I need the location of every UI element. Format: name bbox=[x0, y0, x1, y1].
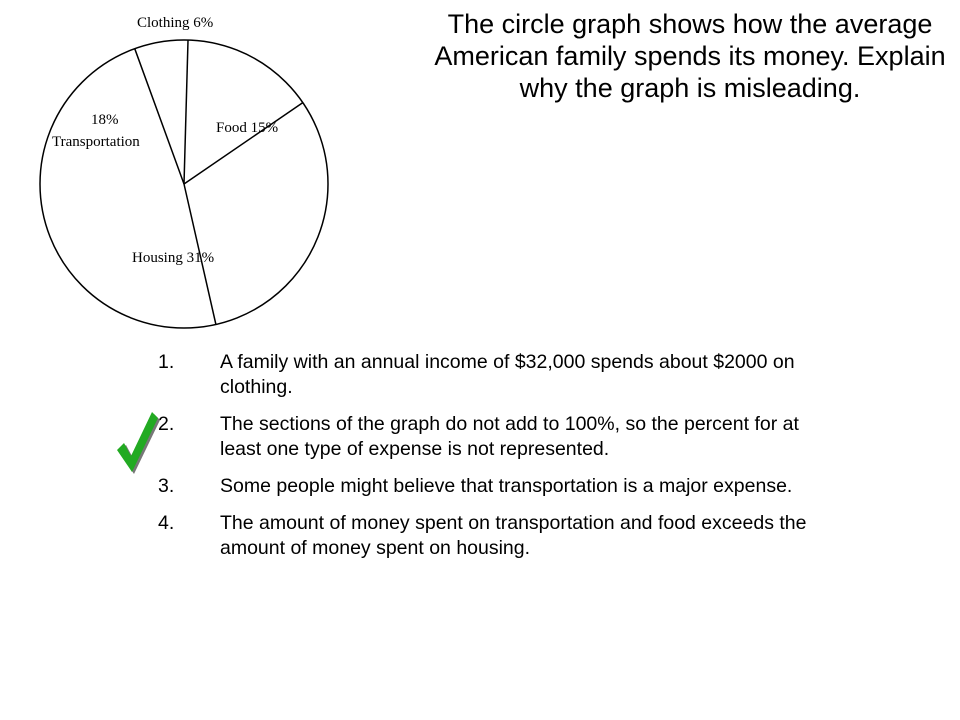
answer-option-3[interactable] bbox=[158, 474, 960, 499]
slice-label-transportation-name: Transportation bbox=[52, 134, 140, 150]
answer-line: amount of money spent on housing. bbox=[220, 537, 531, 559]
answer-option-2[interactable] bbox=[158, 412, 960, 462]
answer-line: clothing. bbox=[220, 376, 293, 398]
answer-line: The sections of the graph do not add to 100%, so the percent for at bbox=[220, 413, 799, 435]
pie-chart-svg bbox=[0, 0, 340, 340]
answer-number: 3. bbox=[158, 475, 175, 497]
answer-line: A family with an annual income of $32,000 spends about $2000 on bbox=[220, 351, 795, 373]
answer-text bbox=[220, 511, 960, 561]
answer-text bbox=[220, 474, 960, 499]
answer-number: 2. bbox=[158, 413, 175, 435]
question-text: The circle graph shows how the average American family spends its money. Explain why the graph is misleading. bbox=[434, 9, 946, 103]
slice-label-transportation-percent: 18% bbox=[91, 112, 119, 128]
answer-number: 1. bbox=[158, 351, 175, 373]
answer-list bbox=[158, 350, 960, 573]
slice-label-housing: Housing 31% bbox=[132, 250, 215, 266]
answer-line: Some people might believe that transportation is a major expense. bbox=[220, 475, 793, 497]
answer-text bbox=[220, 350, 960, 400]
pie-chart bbox=[0, 0, 340, 340]
answer-line: The amount of money spent on transportation and food exceeds the bbox=[220, 512, 807, 534]
answer-option-1[interactable] bbox=[158, 350, 960, 400]
answer-text bbox=[220, 412, 960, 462]
slice-label-clothing: Clothing 6% bbox=[137, 15, 214, 31]
slice-label-food: Food 15% bbox=[216, 120, 279, 136]
answer-line: least one type of expense is not represented. bbox=[220, 438, 610, 460]
answer-option-4[interactable] bbox=[158, 511, 960, 561]
answer-number: 4. bbox=[158, 512, 175, 534]
checkmark-icon bbox=[112, 406, 160, 476]
